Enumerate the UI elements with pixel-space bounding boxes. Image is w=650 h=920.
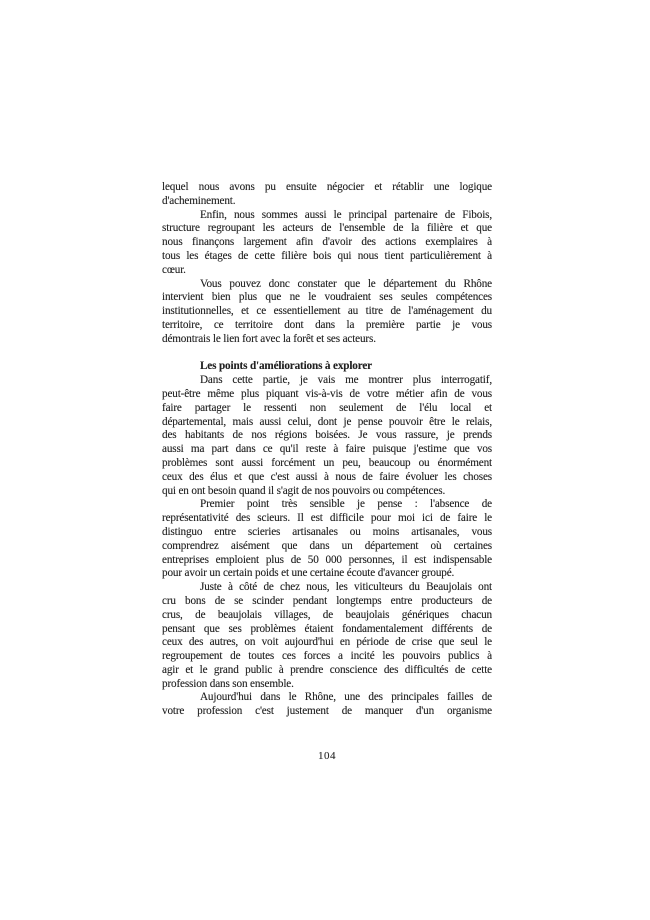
text-line: représentativité des scieurs. Il est difficile pour moi ici de faire le (162, 512, 492, 525)
text-line: départemental, mais aussi celui, dont je pense pouvoir être le relais, (162, 415, 492, 428)
text-line: regroupement de toutes ces forces a incité les pouvoirs publics à (162, 650, 492, 663)
text-line: Enfin, nous sommes aussi le principal partenaire de Fibois, (200, 208, 492, 221)
paragraph (162, 691, 492, 719)
paragraph (162, 278, 492, 347)
paragraph (162, 181, 492, 209)
text-line: aussi ma part dans ce qu'il reste à faire puisque j'estime que vos (162, 443, 492, 456)
text-line: institutionnelles, et ce essentiellement au titre de l'aménagement du (162, 305, 492, 318)
text-line: d'acheminement. (162, 194, 236, 207)
section-heading-text: Les points d'améliorations à explorer (200, 360, 372, 373)
text-line: peut-être même plus piquant vis-à-vis de votre métier afin de vous (162, 387, 492, 400)
text-line: comprendrez aisément que dans un département où certaines (162, 539, 492, 552)
text-line: Juste à côté de chez nous, les viticulteurs du Beaujolais ont (200, 581, 492, 594)
text-line: cru bons de se scinder pendant longtemps entre producteurs de (162, 594, 492, 607)
text-line: intervient bien plus que ne le voudraient ses seules compétences (162, 291, 492, 304)
text-line: Premier point très sensible je pense : l'absence de (200, 498, 492, 511)
text-line: tous les étages de cette filière bois qui nous tient particulièrement à (162, 249, 492, 262)
paragraph (162, 209, 492, 278)
text-line: territoire, ce territoire dont dans la première partie je vous (162, 318, 492, 331)
text-line: ceux des élus et que c'est aussi à nous de faire évoluer les choses (162, 470, 492, 483)
text-line: problèmes sont aussi forcément un peu, beaucoup ou énormément (162, 456, 492, 469)
text-line: Aujourd'hui dans le Rhône, une des principales failles de (200, 691, 492, 704)
text-line: pensant que ses problèmes étaient fondamentalement différents de (162, 622, 492, 635)
text-line: cœur. (162, 263, 186, 276)
text-line: structure regroupant les acteurs de l'ensemble de la filière et que (162, 222, 492, 235)
text-line: agir et le grand public à prendre conscience des difficultés de cette (162, 663, 492, 676)
text-line: lequel nous avons pu ensuite négocier et rétablir une logique (162, 181, 492, 193)
text-line: profession dans son ensemble. (162, 677, 294, 690)
text-line: démontrais le lien fort avec la forêt et ses acteurs. (162, 332, 376, 345)
text-line: faire partager le ressenti non seulement de l'élu local et (162, 401, 492, 414)
text-line: des habitants de nos régions boisées. Je vous rassure, je prends (162, 429, 492, 442)
text-line: Dans cette partie, je vais me montrer plus interrogatif, (200, 374, 492, 387)
paragraph (162, 581, 492, 691)
text-line: ceux des autres, on voit aujourd'hui en période de crise que seul le (162, 636, 492, 649)
text-line: entreprises emploient plus de 50 000 personnes, il est indispensable (162, 553, 492, 566)
section-heading (162, 360, 492, 374)
paragraph (162, 498, 492, 581)
paragraph (162, 374, 492, 498)
text-line: nous finançons largement afin d'avoir des actions exemplaires à (162, 236, 492, 249)
text-line: votre profession c'est justement de manquer d'un organisme (162, 705, 492, 718)
text-line: pour avoir un certain poids et une certaine écoute d'avancer groupé. (162, 567, 455, 580)
text-line: crus, de beaujolais villages, de beaujolais génériques chacun (162, 608, 492, 621)
page-number: 104 (318, 750, 336, 762)
text-line: qui en ont besoin quand il s'agit de nos pouvoirs ou compétences. (162, 484, 446, 497)
text-line: distinguo entre scieries artisanales ou moins artisanales, vous (162, 525, 492, 538)
text-line: Vous pouvez donc constater que le département du Rhône (200, 277, 492, 290)
page-text (162, 181, 492, 719)
